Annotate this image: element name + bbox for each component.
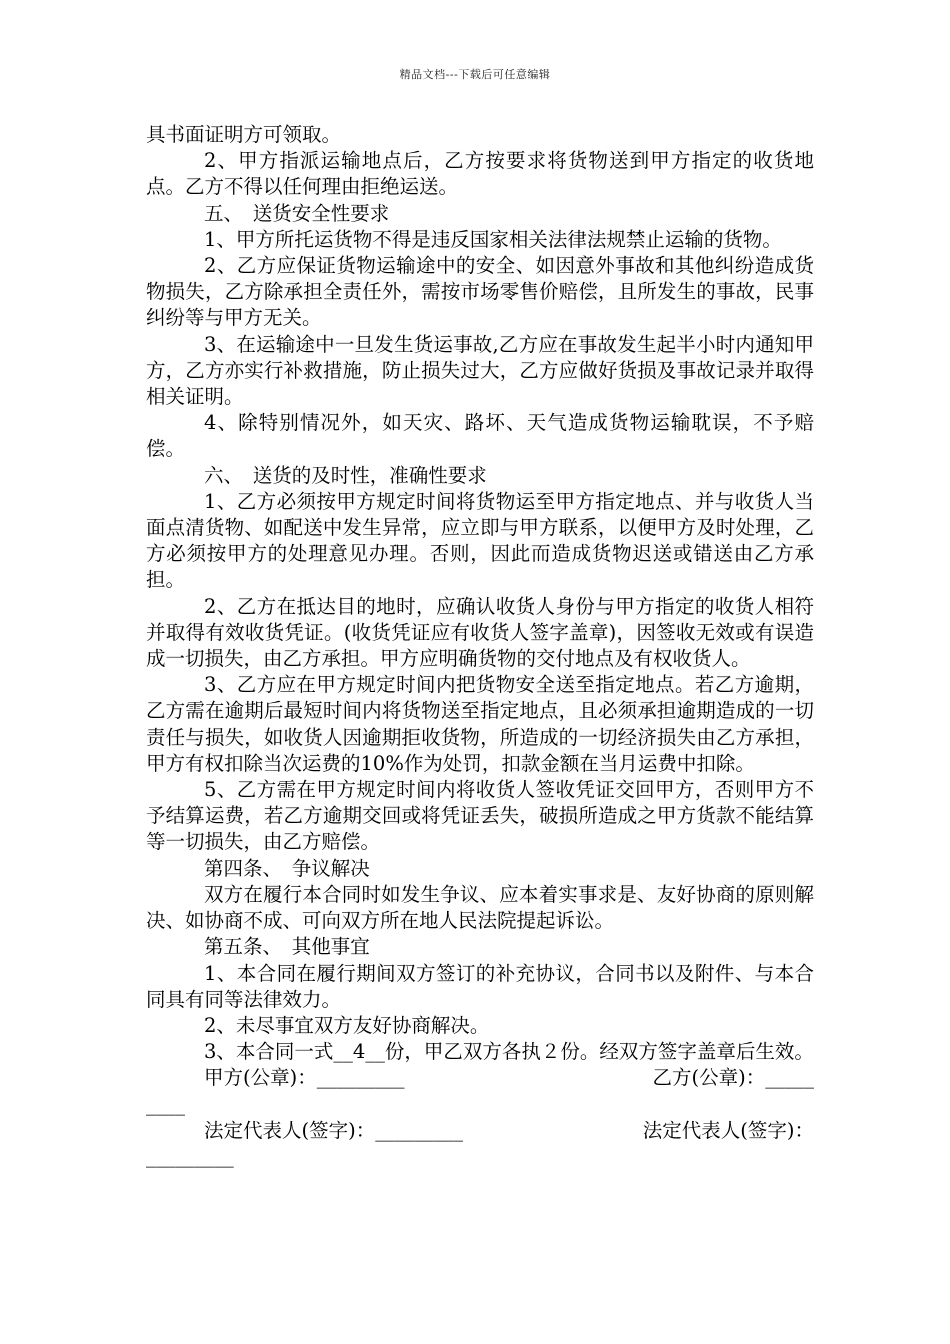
contract-paragraph: 3、在运输途中一旦发生货运事故,乙方应在事故发生起半小时内通知甲方，乙方亦实行补救措施，防止损失过大，乙方应做好货损及事故记录并取得相关证明。 xyxy=(146,332,814,409)
contract-body xyxy=(146,122,814,1170)
party-a-seal-line: 甲方(公章)：_________ xyxy=(204,1066,405,1090)
contract-paragraph: 2、甲方指派运输地点后，乙方按要求将货物送到甲方指定的收货地点。乙方不得以任何理由拒绝运送。 xyxy=(146,149,814,199)
paragraph-list xyxy=(146,122,814,1065)
contract-paragraph: 1、乙方必须按甲方规定时间将货物运至甲方指定地点、并与收货人当面点清货物、如配送中发生异常，应立即与甲方联系，以便甲方及时处理，乙方必须按甲方的处理意见办理。否则，因此而造成货物迟送或错送由乙方承担。 xyxy=(146,489,814,592)
party-b-seal-line-tail: ____ xyxy=(146,1092,185,1116)
contract-paragraph: 2、乙方应保证货物运输途中的安全、如因意外事故和其他纠纷造成货物损失，乙方除承担全责任外，需按市场零售价赔偿，且所发生的事故，民事纠纷等与甲方无关。 xyxy=(146,254,814,330)
contract-paragraph: 第五条、 其他事宜 xyxy=(204,935,370,959)
contract-paragraph: 第四条、 争议解决 xyxy=(204,856,370,880)
party-b-representative-line-tail: _________ xyxy=(146,1144,234,1168)
contract-paragraph: 1、甲方所托运货物不得是违反国家相关法律法规禁止运输的货物。 xyxy=(204,227,782,251)
contract-paragraph: 2、乙方在抵达目的地时，应确认收货人身份与甲方指定的收货人相符并取得有效收货凭证。(收货凭证应有收货人签字盖章)，因签收无效或有误造成一切损失，由乙方承担。甲方应明确货物的交付地点及有权收货人。 xyxy=(146,594,814,671)
party-b-representative-line: 法定代表人(签字)： xyxy=(642,1118,814,1142)
contract-paragraph: 具书面证明方可领取。 xyxy=(146,123,342,146)
contract-paragraph: 3、本合同一式__4__份，甲乙双方各执２份。经双方签字盖章后生效。 xyxy=(204,1040,814,1064)
contract-paragraph: 4、除特别情况外，如天灾、路坏、天气造成货物运输耽误，不予赔偿。 xyxy=(146,411,814,461)
party-a-representative-line: 法定代表人(签字)：_________ xyxy=(204,1118,463,1142)
contract-paragraph: 双方在履行本合同时如发生争议、应本着实事求是、友好协商的原则解决、如协商不成、可向双方所在地人民法院提起诉讼。 xyxy=(146,882,814,933)
contract-paragraph: 六、 送货的及时性，准确性要求 xyxy=(204,463,487,487)
seal-signature-row xyxy=(146,1065,814,1091)
contract-paragraph: 五、 送货安全性要求 xyxy=(204,201,390,225)
representative-signature-row xyxy=(146,1118,814,1144)
contract-paragraph: 5、乙方需在甲方规定时间内将收货人签收凭证交回甲方，否则甲方不予结算运费，若乙方逾期交回或将凭证丢失，破损所造成之甲方货款不能结算等一切损失，由乙方赔偿。 xyxy=(146,778,814,854)
contract-paragraph: 3、乙方应在甲方规定时间内把货物安全送至指定地点。若乙方逾期，乙方需在逾期后最短时间内将货物送至指定地点，且必须承担逾期造成的一切责任与损失，如收货人因逾期拒收货物，所造成的一切经济损失由乙方承担，甲方有权扣除当次运费的10%作为处罚，扣款金额在当月运费中扣除。 xyxy=(146,673,814,775)
contract-paragraph: 1、本合同在履行期间双方签订的补充协议，合同书以及附件、与本合同具有同等法律效力。 xyxy=(146,961,814,1011)
page-header: 精品文档---下载后可任意编辑 xyxy=(399,68,551,81)
party-b-seal-line: 乙方(公章)：_____ xyxy=(652,1066,814,1090)
contract-paragraph: 2、未尽事宜双方友好协商解决。 xyxy=(204,1013,490,1037)
